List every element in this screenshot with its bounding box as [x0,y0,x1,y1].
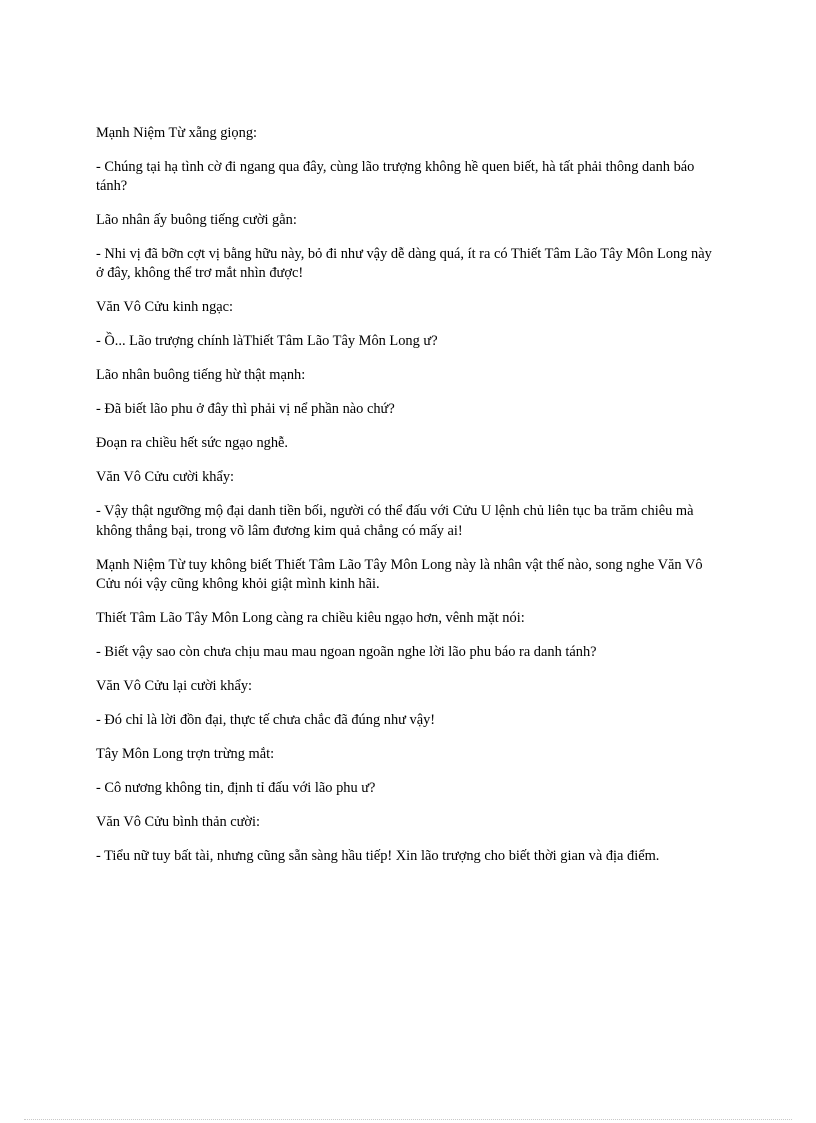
paragraph: Thiết Tâm Lão Tây Môn Long càng ra chiều kiêu ngạo hơn, vênh mặt nói: [96,609,525,626]
paragraph: Văn Vô Cửu bình thản cười: [96,813,261,830]
paragraph: Văn Vô Cửu kinh ngạc: [96,299,234,316]
paragraph: Tây Môn Long trợn trừng mắt: [96,745,275,762]
paragraph: Mạnh Niệm Từ tuy không biết Thiết Tâm Lão Tây Môn Long này là nhân vật thế nào, song nghe Văn Vô Cửu nói vậy cũng không khỏi giật mình kinh hãi. [96,556,703,592]
paragraph: - Đã biết lão phu ở đây thì phải vị nể phần nào chứ? [96,401,395,418]
paragraph: - Chúng tại hạ tình cờ đi ngang qua đây, cùng lão trượng không hề quen biết, hà tất phải thông danh báo tánh? [96,159,695,195]
paragraph: Đoạn ra chiều hết sức ngạo nghễ. [96,435,289,452]
paragraph: - Tiểu nữ tuy bất tài, nhưng cũng sẵn sàng hầu tiếp! Xin lão trượng cho biết thời gian và địa điểm. [96,847,660,864]
document-body [96,124,721,881]
paragraph: Văn Vô Cửu lại cười khẩy: [96,677,253,694]
paragraph: - Cô nương không tin, định tỉ đấu với lão phu ư? [96,779,376,796]
paragraph: Lão nhân buông tiếng hừ thật mạnh: [96,367,306,384]
paragraph: - Vậy thật ngưỡng mộ đại danh tiền bối, người có thể đấu với Cửu U lệnh chủ liên tục ba trăm chiêu mà không thắng bại, trong võ lâm đương kim quả chẳng có mấy ai! [96,503,694,539]
paragraph: Lão nhân ấy buông tiếng cười gằn: [96,212,297,229]
paragraph: - Nhi vị đã bỡn cợt vị bằng hữu này, bỏ đi như vậy dễ dàng quá, ít ra có Thiết Tâm Lão Tây Môn Long này ở đây, không thể trơ mắt nhìn được! [96,246,712,282]
paragraph: Mạnh Niệm Từ xẵng giọng: [96,125,258,141]
page-bottom-border [24,1119,792,1120]
paragraph: Văn Vô Cửu cười khẩy: [96,469,235,486]
paragraph: - Đó chỉ là lời đồn đại, thực tế chưa chắc đã đúng như vậy! [96,711,436,728]
paragraph: - Ồ... Lão trượng chính làThiết Tâm Lão Tây Môn Long ư? [96,333,438,350]
paragraph: - Biết vậy sao còn chưa chịu mau mau ngoan ngoãn nghe lời lão phu báo ra danh tánh? [96,643,597,660]
